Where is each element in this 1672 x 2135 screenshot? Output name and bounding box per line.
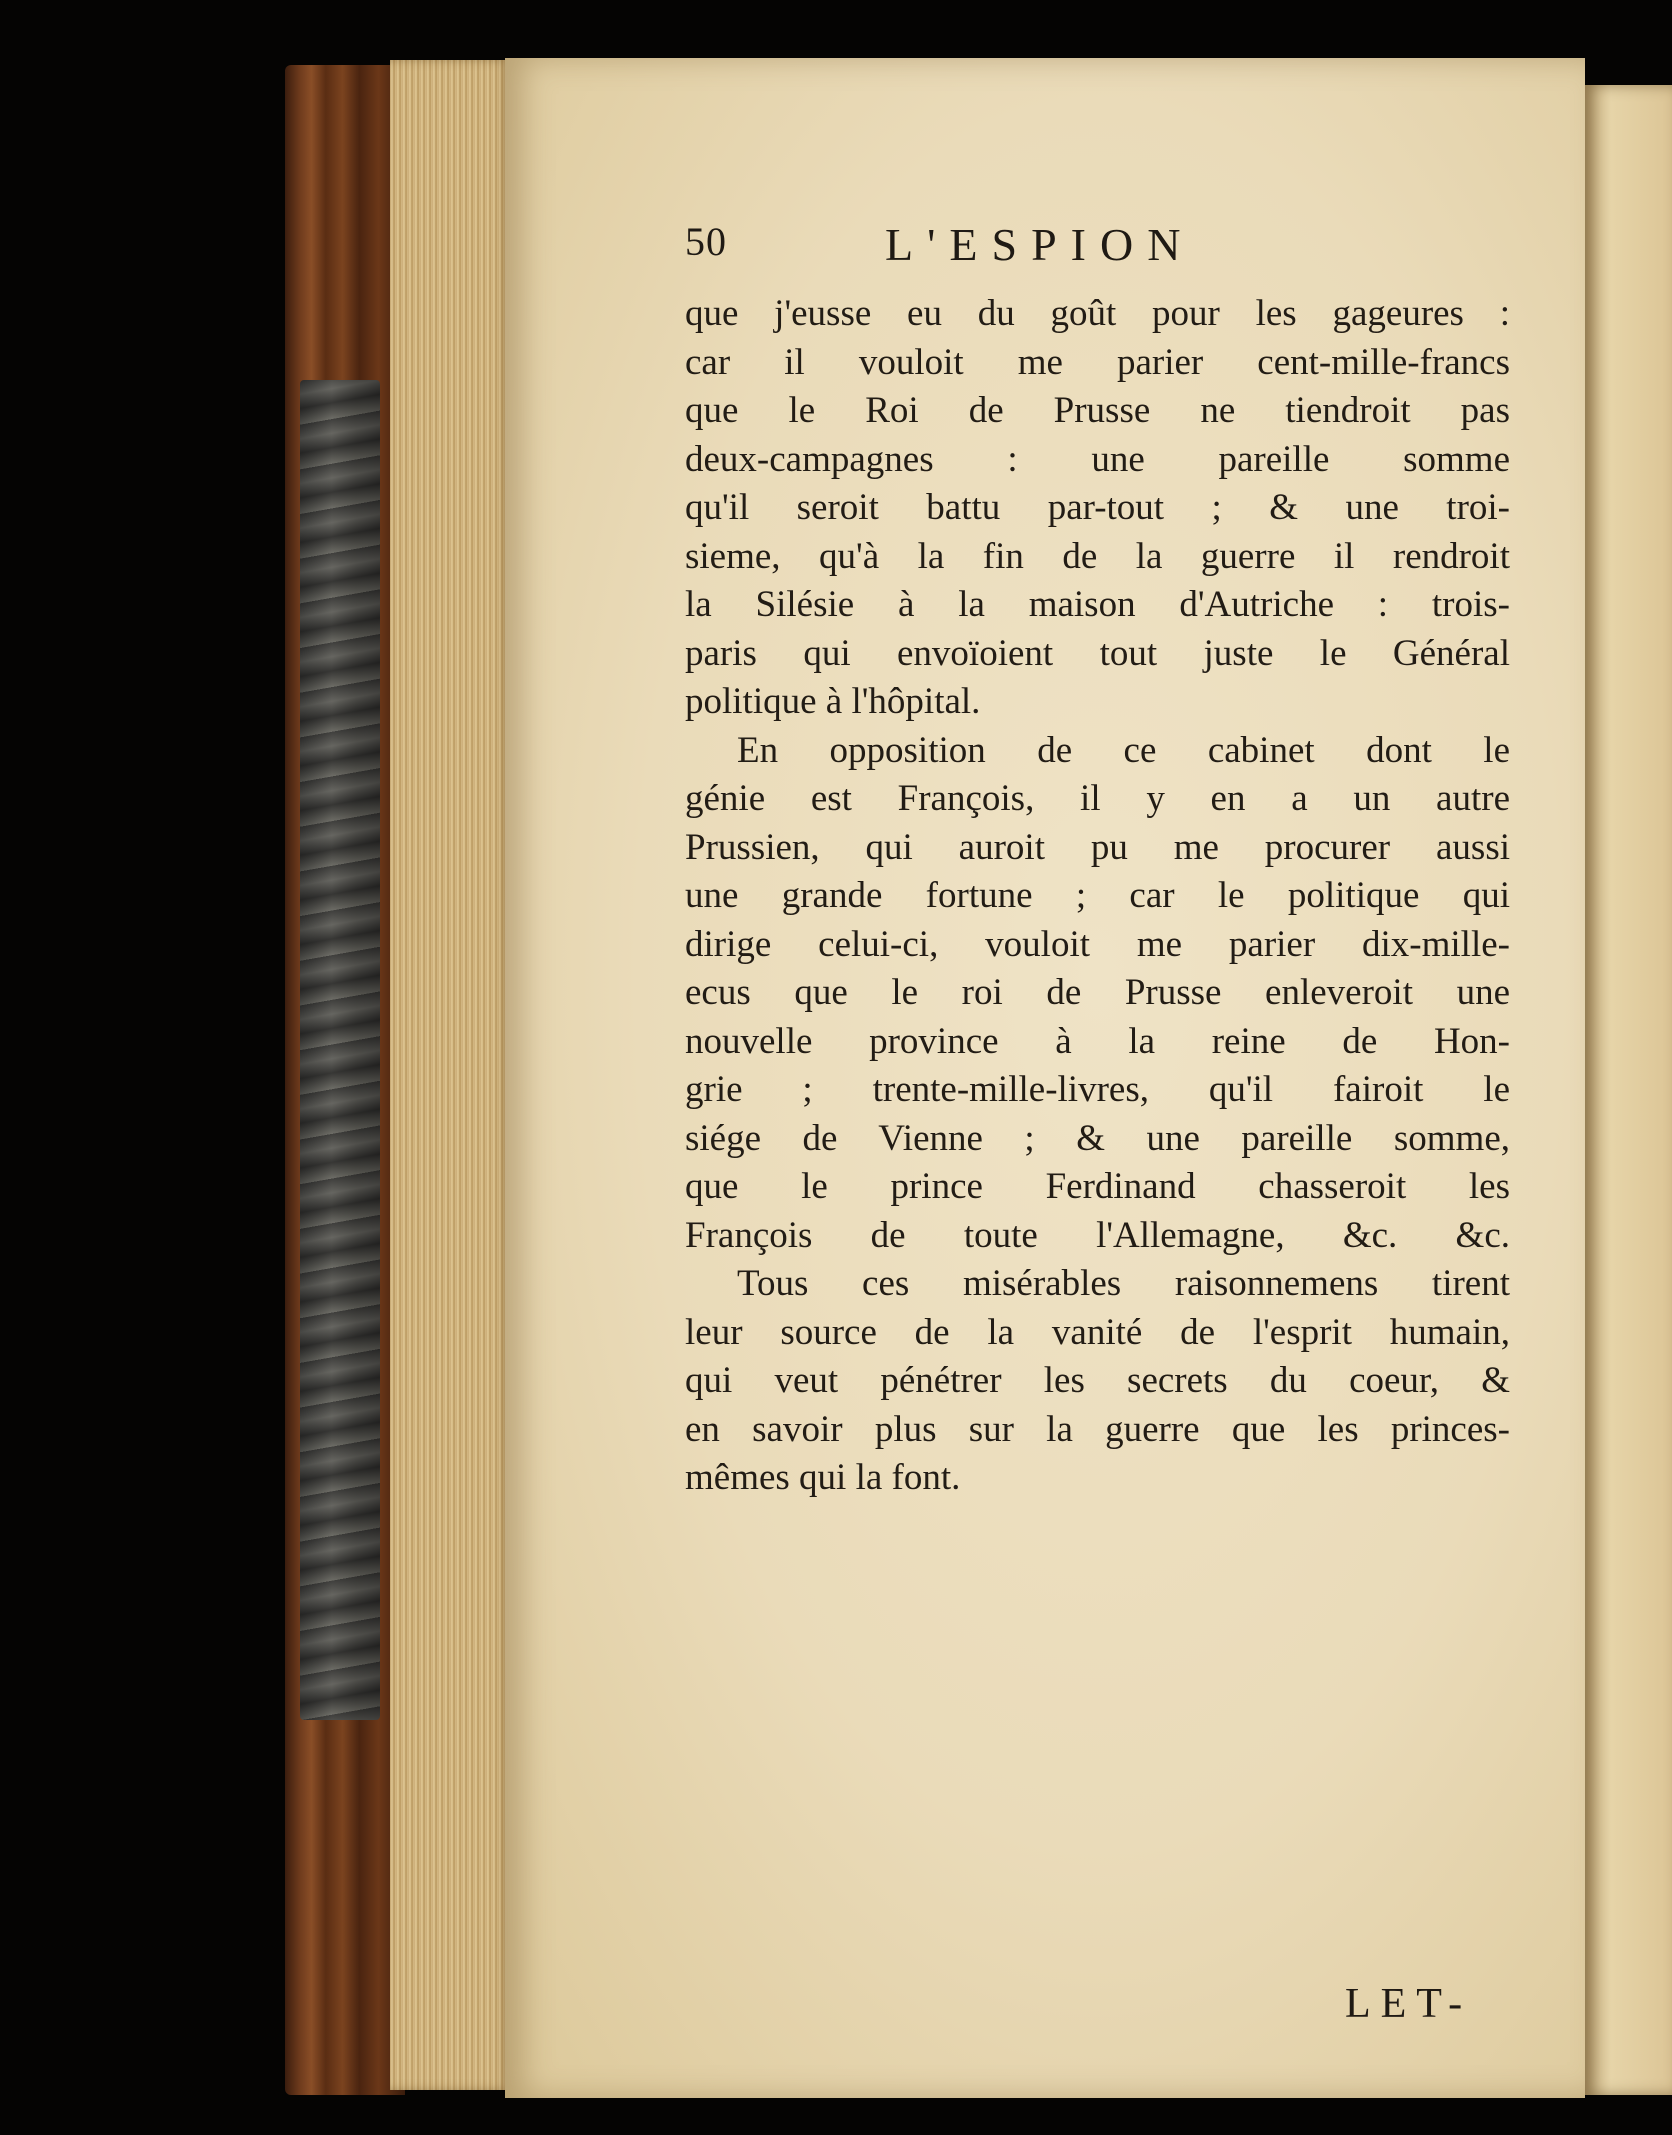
text-line: En opposition de ce cabinet dont le <box>737 729 1510 771</box>
text-line: sieme, qu'à la fin de la guerre il rendroit <box>685 535 1510 577</box>
text-line: que le Roi de Prusse ne tiendroit pas <box>685 390 1510 431</box>
text-line: grie ; trente-mille-livres, qu'il fairoit le <box>685 1069 1510 1110</box>
text-line: génie est François, il y en a un autre <box>685 778 1510 819</box>
facing-page-edge <box>1585 85 1672 2095</box>
page-header <box>685 218 1505 278</box>
text-line: qui veut pénétrer les secrets du coeur, & <box>685 1360 1510 1401</box>
body-text <box>685 290 1510 1503</box>
text-line: qu'il seroit battu par-tout ; & une troi- <box>685 487 1510 528</box>
text-line: dirige celui-ci, vouloit me parier dix-mille- <box>685 923 1510 965</box>
text-line: leur source de la vanité de l'esprit humain, <box>685 1311 1510 1353</box>
text-line: Prussien, qui auroit pu me procurer aussi <box>685 826 1510 868</box>
text-line: François de toute l'Allemagne, &c. &c. <box>685 1214 1510 1256</box>
text-line: la Silésie à la maison d'Autriche : trois- <box>685 584 1510 625</box>
page-number: 50 <box>685 219 727 264</box>
text-line: ecus que le roi de Prusse enleveroit une <box>685 972 1510 1013</box>
text-line: nouvelle province à la reine de Hon- <box>685 1020 1510 1062</box>
page-edges <box>390 60 510 2090</box>
text-line: que j'eusse eu du goût pour les gageures : <box>685 293 1510 334</box>
text-line: une grande fortune ; car le politique qui <box>685 875 1510 916</box>
text-line: politique à l'hôpital. <box>685 681 981 722</box>
text-line: que le prince Ferdinand chasseroit les <box>685 1166 1510 1207</box>
text-line: car il vouloit me parier cent-mille-francs <box>685 341 1510 383</box>
running-title: L'ESPION <box>885 219 1195 270</box>
text-line: mêmes qui la font. <box>685 1457 961 1498</box>
catchword: LET- <box>1345 1981 1473 2027</box>
text-line: en savoir plus sur la guerre que les princes- <box>685 1408 1510 1450</box>
paragraph <box>685 727 1510 1261</box>
marbled-board <box>300 380 380 1720</box>
paragraph <box>685 1260 1510 1503</box>
text-line: paris qui envoïoient tout juste le Général <box>685 632 1510 674</box>
text-line: Tous ces misérables raisonnemens tirent <box>737 1263 1510 1304</box>
text-line: siége de Vienne ; & une pareille somme, <box>685 1117 1510 1159</box>
paragraph <box>685 290 1510 727</box>
text-line: deux-campagnes : une pareille somme <box>685 438 1510 480</box>
